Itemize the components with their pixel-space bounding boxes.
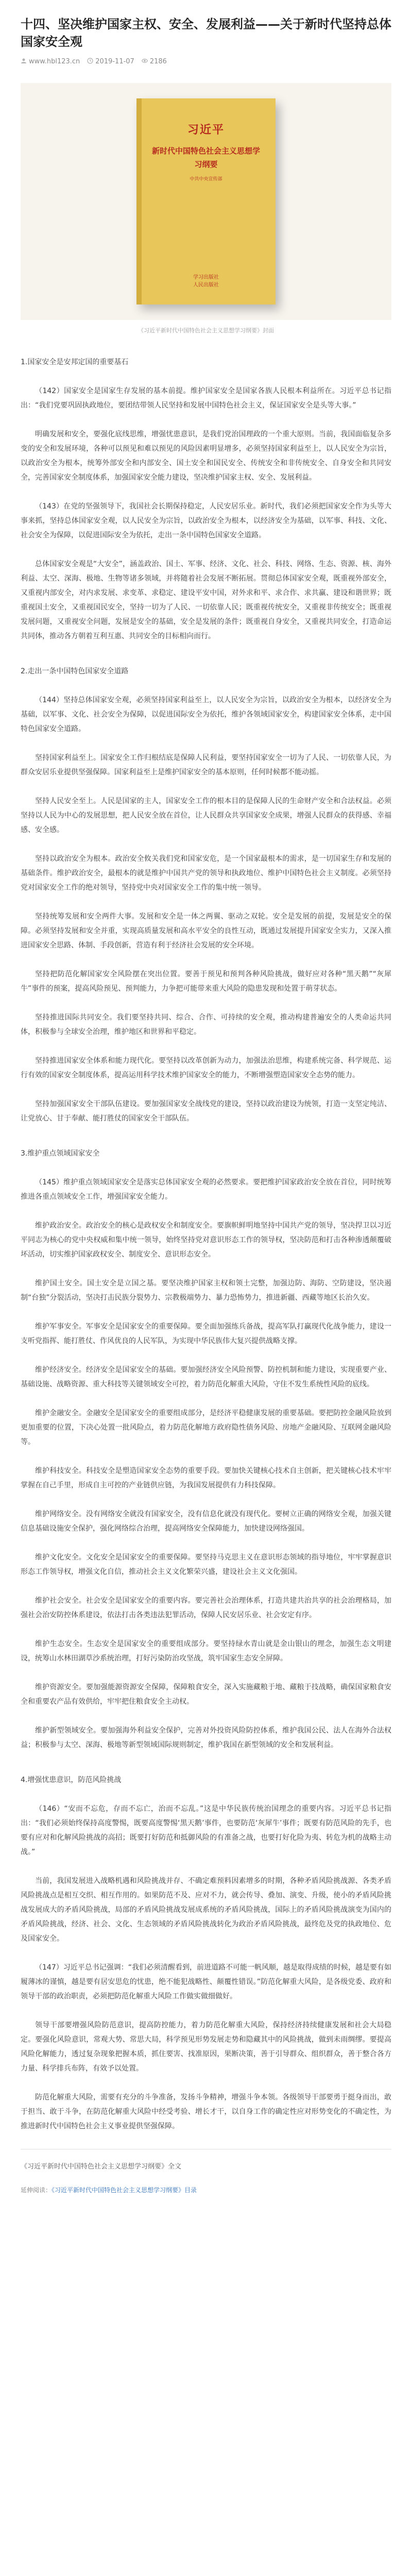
book-cover-image [21, 83, 391, 320]
publisher-line-2: 人民出版社 [193, 282, 219, 288]
article-paragraph: 维护国土安全。国土安全是立国之基。要坚决维护国家主权和领土完整，加强边防、海防、空防建设，坚决遏制“台独”分裂活动，坚决打击民族分裂势力、宗教极端势力、暴力恐怖势力，推进新疆、西藏等地区长治久安。 [21, 1279, 391, 1302]
article-paragraph: 坚持以政治安全为根本。政治安全攸关我们党和国家安危，是一个国家最根本的需求，是一切国家生存和发展的基础条件。维护政治安全，最根本的就是维护中国共产党的领导和执政地位、维护中国特色社会主义制度。必须坚持党对国家安全工作的绝对领导，坚持党中央对国家安全工作的集中统一领导。 [21, 855, 391, 892]
book-title: 新时代中国特色社会主义思想学习纲要 [151, 146, 260, 169]
article-paragraph: 维护资源安全。要加强能源资源安全保障，保障粮食安全，深入实施藏粮于地、藏粮于技战略，确保国家粮食安全和重要农产品有效供给，牢牢把住粮食安全主动权。 [21, 1683, 391, 1706]
cover-caption: 《习近平新时代中国特色社会主义思想学习纲要》封面 [138, 327, 274, 334]
article-paragraph: 维护政治安全。政治安全的核心是政权安全和制度安全。要旗帜鲜明地坚持中国共产党的领导，坚决捍卫以习近平同志为核心的党中央权威和集中统一领导，始终坚持党对意识形态工作的领导权，坚决防范和打击各种渗透颠覆破坏活动，切实维护国家政权安全、制度安全、意识形态安全。 [21, 1222, 391, 1259]
article-paragraph: 维护经济安全。经济安全是国家安全的基础。要加强经济安全风险预警、防控机制和能力建设，实现重要产业、基础设施、战略资源、重大科技等关键领域安全可控，着力防范化解重大风险，守住不发生系统性风险的底线。 [21, 1366, 391, 1388]
article-paragraph: 坚持推进国家安全体系和能力现代化。要坚持以改革创新为动力，加强法治思维，构建系统完备、科学规范、运行有效的国家安全制度体系，提高运用科学技术维护国家安全的能力，不断增强塑造国家安全态势的能力。 [21, 1057, 391, 1079]
section-heading: 4.增强忧患意识，防范风险挑战 [21, 1776, 122, 1784]
clock-icon [87, 58, 93, 64]
author-meta[interactable] [21, 58, 80, 65]
page-title: 十四、坚决维护国家主权、安全、发展利益——关于新时代坚持总体国家安全观 [21, 17, 391, 49]
article-paragraph: 维护科技安全。科技安全是塑造国家安全态势的重要手段。要加快关键核心技术自主创新，把关键核心技术牢牢掌握在自己手里，形成自主可控的产业链供应链，为我国发展提供有力科技保障。 [21, 1467, 391, 1489]
publisher-line-1: 学习出版社 [193, 275, 219, 280]
section-heading: 2.走出一条中国特色国家安全道路 [21, 667, 129, 675]
book-publisher [136, 274, 276, 289]
article-paragraph: 坚持加强国家安全干部队伍建设。要加强国家安全战线党的建设，坚持以政治建设为统领，打造一支坚定纯洁、让党放心、甘于奉献、能打胜仗的国家安全干部队伍。 [21, 1100, 391, 1123]
article-paragraph: 领导干部要增强风险防范意识，提高防控能力，着力防范化解重大风险，保持经济持续健康发展和社会大局稳定。要强化风险意识，常观大势、常思大局，科学预见形势发展走势和隐藏其中的风险挑战，做到未雨绸缪。要提高风险化解能力，透过复杂现象把握本质，抓住要害、找准原因，果断决策，善于引导群众、组织群众，善于整合各方力量、科学排兵布阵，有效予以处置。 [21, 2021, 391, 2073]
article-paragraph: 明确发展和安全，要强化底线思维，增强忧患意识，是我们党治国理政的一个重大原则。当前，我国面临复杂多变的安全和发展环境，各种可以预见和难以预见的风险因素明显增多，必须坚持国家利益至上，以人民安全为宗旨，以政治安全为根本，统筹外部安全和内部安全、国土安全和国民安全、传统安全和非传统安全、自身安全和共同安全，完善国家安全制度体系，加强国家安全能力建设，坚决维护国家主权、安全、发展利益。 [21, 430, 391, 482]
article-paragraph: （143）在党的坚强领导下，我国社会长期保持稳定，人民安居乐业。新时代，我们必须把国家安全作为头等大事来抓，坚持总体国家安全观，以人民安全为宗旨，以政治安全为根本，以经济安全为基础，以军事、科技、文化、社会安全为保障，以促进国际安全为依托，走出一条中国特色国家安全道路。 [21, 502, 391, 539]
views-meta [142, 58, 167, 65]
article-paragraph: 坚持国家利益至上。国家安全工作归根结底是保障人民利益，要坚持国家安全一切为了人民、一切依靠人民，为群众安居乐业提供坚强保障。国家利益至上是维护国家安全的基本原则，任何时候都不能动摇。 [21, 754, 391, 776]
article-paragraph: 当前，我国发展进入战略机遇和风险挑战并存、不确定难预料因素增多的时期，各种矛盾风险挑战源、各类矛盾风险挑战点是相互交织、相互作用的。如果防范不及、应对不力，就会传导、叠加、演变、升级，使小的矛盾风险挑战发展成大的矛盾风险挑战，局部的矛盾风险挑战发展成系统的矛盾风险挑战，国际上的矛盾风险挑战演变为国内的矛盾风险挑战，经济、社会、文化、生态领域的矛盾风险挑战转化为政治矛盾风险挑战，最终危及党的执政地位、危及国家安全。 [21, 1877, 391, 1943]
article-meta [21, 58, 391, 65]
article-paragraph: 坚持人民安全至上。人民是国家的主人，国家安全工作的根本目的是保障人民的生命财产安全和合法权益。必须坚持以人民为中心的发展思想，把人民安全放在首位，让人民群众共享国家安全成果，增强人民群众的获得感、幸福感、安全感。 [21, 797, 391, 834]
article-paragraph: 防范化解重大风险，需要有充分的斗争准备，发扬斗争精神，增强斗争本领。各级领导干部要勇于挺身而出，敢于担当、敢于斗争，在防范化解重大风险中经受考验、增长才干，以自身工作的确定性应对形势变化的不确定性，为推进新时代中国特色社会主义事业提供坚强保障。 [21, 2093, 391, 2130]
date-meta [87, 58, 134, 65]
article-paragraph: 维护新型领域安全。要加强海外利益安全保护，完善对外投资风险防控体系，维护我国公民、法人在海外合法权益；积极参与太空、深海、极地等新型领域国际规则制定，维护我国在新型领域的安全和发展利益。 [21, 1726, 391, 1749]
article-paragraph: 维护军事安全。军事安全是国家安全的重要保障。要全面加强练兵备战，提高军队打赢现代化战争能力，建设一支听党指挥、能打胜仗、作风优良的人民军队，为实现中华民族伟大复兴提供战略支撑。 [21, 1323, 391, 1345]
article-paragraph: 维护文化安全。文化安全是国家安全的重要保障。要坚持马克思主义在意识形态领域的指导地位，牢牢掌握意识形态工作领导权，增强文化自信，推动社会主义文化繁荣兴盛，建设社会主义文化强国。 [21, 1553, 391, 1576]
book-series-title: 习近平 [187, 123, 225, 137]
view-count: 2186 [149, 58, 167, 65]
article-body [21, 355, 391, 2133]
article-paragraph: （142）国家安全是国家生存发展的基本前提。维护国家安全是国家各族人民根本利益所在。习近平总书记指出：“我们党要巩固执政地位，要团结带领人民坚持和发展中国特色社会主义，保证国家安全是头等大事。” [21, 387, 391, 410]
book-cover [136, 98, 276, 304]
article-paragraph: 维护网络安全。没有网络安全就没有国家安全，没有信息化就没有现代化。要树立正确的网络安全观，加强关键信息基础设施安全保护，强化网络综合治理，提高网络安全保障能力，加快建设网络强国。 [21, 1510, 391, 1533]
article-paragraph: 维护金融安全。金融安全是国家安全的重要组成部分，是经济平稳健康发展的重要基础。要把防控金融风险放到更加重要的位置，下决心处置一批风险点，着力防范化解地方政府隐性债务风险、房地产金融风险、互联网金融风险等。 [21, 1409, 391, 1446]
article-paragraph: 坚持统筹发展和安全两件大事。发展和安全是一体之两翼、驱动之双轮。安全是发展的前提，发展是安全的保障。必须坚持发展和安全并重，实现高质量发展和高水平安全的良性互动，既通过发展提升国家安全实力，又深入推进国家安全思路、体制、手段创新，营造有利于经济社会发展的安全环境。 [21, 912, 391, 950]
related-reading [21, 2184, 391, 2196]
related-reading-label: 延伸阅读： [21, 2187, 52, 2194]
article-paragraph: 坚持把防范化解国家安全风险摆在突出位置。要善于预见和预判各种风险挑战，做好应对各种“黑天鹅”“灰犀牛”事件的预案，提高风险预见、预判能力，力争把可能带来重大风险的隐患发现和处置于萌芽状态。 [21, 970, 391, 993]
article-paragraph: 维护社会安全。社会安全是国家安全的重要内容。要完善社会治理体系，打造共建共治共享的社会治理格局，加强社会治安防控体系建设，依法打击各类违法犯罪活动，保障人民安居乐业、社会安定有序。 [21, 1597, 391, 1619]
article-paragraph: （146）“安而不忘危，存而不忘亡，治而不忘乱。”这是中华民族传统治国理念的重要内容。习近平总书记指出：“我们必须始终保持高度警惕，既要高度警惕‘黑天鹅’事件，也要防范‘灰犀牛’事件；既要有防范风险的先手，也要有应对和化解风险挑战的高招；既要打好防范和抵御风险的有准备之战，也要打好化险为夷、转危为机的战略主动战。” [21, 1805, 391, 1856]
user-icon [21, 58, 27, 64]
author-name: www.hbl123.cn [29, 58, 80, 65]
section-heading: 1.国家安全是安邦定国的重要基石 [21, 358, 129, 366]
book-editor: 中共中央宣传部 [190, 177, 222, 182]
section-heading: 3.维护重点领域国家安全 [21, 1149, 100, 1158]
related-reading-link[interactable]: 《习近平新时代中国特色社会主义思想学习纲要》目录 [52, 2187, 197, 2194]
article-paragraph: （144）坚持总体国家安全观，必须坚持国家利益至上，以人民安全为宗旨，以政治安全为根本，以经济安全为基础，以军事、文化、社会安全为保障，以促进国际安全为依托，维护各领域国家安全，构建国家安全体系，走中国特色国家安全道路。 [21, 696, 391, 733]
article-paragraph: （147）习近平总书记强调：“我们必须清醒看到，前进道路不可能一帆风顺，越是取得成绩的时候，越是要有如履薄冰的谨慎，越是要有居安思危的忧患，绝不能犯战略性、颠覆性错误。”防范化解重大风险，是各级党委、政府和领导干部的政治职责，必须把防范化解重大风险工作做实做细做好。 [21, 1963, 391, 2001]
article-paragraph: 坚持推进国际共同安全。我们要坚持共同、综合、合作、可持续的安全观，推动构建普遍安全的人类命运共同体，积极参与全球安全治理，维护地区和世界和平稳定。 [21, 1013, 391, 1036]
source-note[interactable]: 《习近平新时代中国特色社会主义思想学习纲要》全文 [21, 2163, 182, 2171]
article-paragraph: （145）维护重点领域国家安全是落实总体国家安全观的必然要求。要把维护国家政治安全放在首位，同时统筹推进各重点领域安全工作，增强国家安全能力。 [21, 1178, 391, 1201]
eye-icon [142, 58, 148, 64]
publish-date: 2019-11-07 [95, 58, 134, 65]
article-paragraph: 总体国家安全观是“大安全”，涵盖政治、国土、军事、经济、文化、社会、科技、网络、生态、资源、核、海外利益、太空、深海、极地、生物等诸多领域，并将随着社会发展不断拓展。贯彻总体国家安全观，既重视外部安全，又重视内部安全，对内求发展、求变革、求稳定、建设平安中国，对外求和平、求合作、求共赢、建设和谐世界；既重视国土安全，又重视国民安全，坚持一切为了人民、一切依靠人民；既重视传统安全，又重视非传统安全；既重视发展问题，又重视安全问题，发展是安全的基础，安全是发展的条件；既重视自身安全，又重视共同安全，打造命运共同体，推动各方朝着互利互惠、共同安全的目标相向而行。 [21, 560, 391, 640]
article-paragraph: 维护生态安全。生态安全是国家安全的重要组成部分。要坚持绿水青山就是金山银山的理念，加强生态文明建设，统筹山水林田湖草沙系统治理，打好污染防治攻坚战，筑牢国家生态安全屏障。 [21, 1640, 391, 1663]
